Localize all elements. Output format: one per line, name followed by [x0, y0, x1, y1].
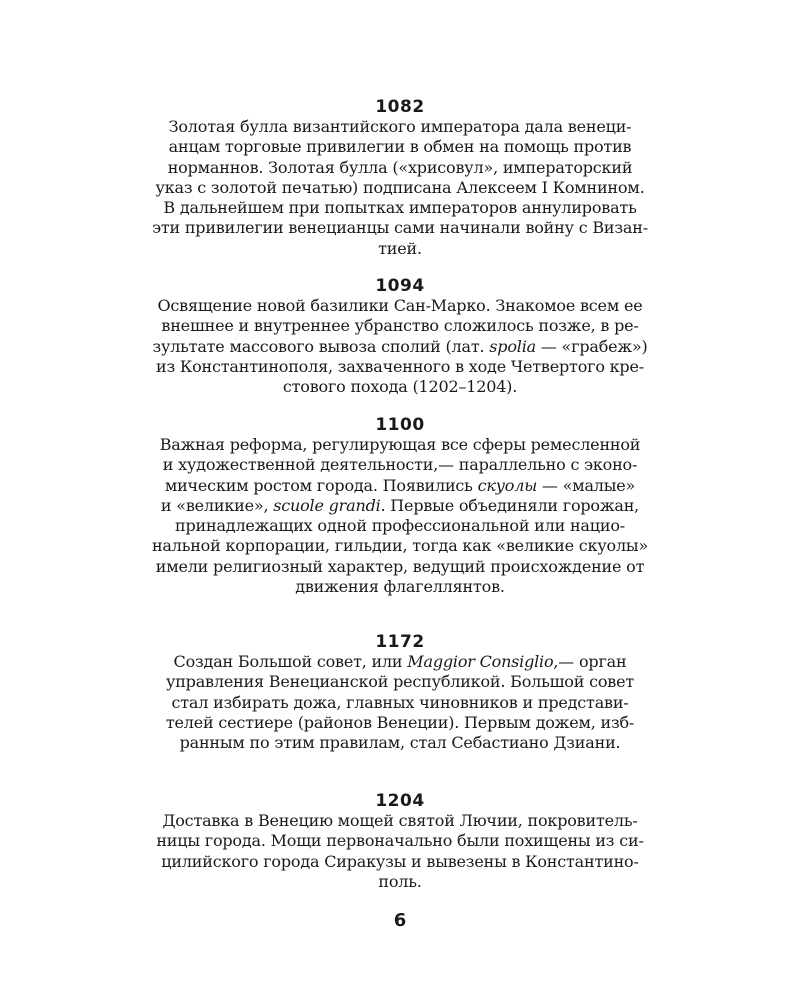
text-line: внешнее и внутреннее убранство сложилось позже, в ре- [161, 316, 639, 336]
text-line [132, 496, 668, 516]
text-line: тией. [378, 238, 422, 258]
latin-term: scuole grandi [273, 495, 381, 515]
text-line [132, 652, 668, 672]
text-line: ницы города. Мощи первоначально были похищены из си- [156, 831, 644, 851]
entry-text [132, 811, 668, 892]
text-line: стал избирать дожа, главных чиновников и представи- [171, 692, 629, 712]
text-line: цилийского города Сиракузы и вывезены в Константино- [161, 851, 639, 871]
timeline-entry-1172 [132, 632, 668, 753]
text-line: В дальнейшем при попытках императоров аннулировать [163, 198, 637, 218]
text-run: — «малые» [537, 475, 636, 495]
entry-text [132, 435, 668, 597]
text-run: мическим ростом города. Появились [164, 475, 478, 495]
text-line: Доставка в Венецию мощей святой Лючии, покровитель- [162, 811, 638, 830]
text-line [132, 476, 668, 496]
timeline-entry-1082 [132, 97, 668, 259]
text-line: нальной корпорации, гильдии, тогда как «великие скуолы» [151, 536, 649, 556]
text-line: телей сестиере (районов Венеции). Первым дожем, изб- [165, 712, 635, 732]
entry-year: 1204 [375, 791, 425, 811]
latin-term: spolia [489, 336, 536, 356]
text-run: и «великие», [160, 495, 274, 515]
timeline-entry-1204 [132, 791, 668, 892]
text-line: ранным по этим правилам, стал Себастиано Дзиани. [179, 733, 621, 753]
text-run: — «грабеж») [535, 336, 648, 356]
text-line: Освящение новой базилики Сан-Марко. Знакомое всем ее [157, 296, 643, 315]
latin-term: Maggior Consiglio [407, 652, 554, 671]
text-line [132, 337, 668, 357]
text-line: указ с золотой печатью) подписана Алексеем I Комнином. [155, 177, 645, 197]
text-line: принадлежащих одной профессиональной или нацио- [175, 516, 625, 536]
text-line: управления Венецианской республикой. Большой совет [166, 672, 634, 692]
text-line: стового похода (1202–1204). [282, 377, 518, 397]
page-number: 6 [393, 910, 407, 931]
text-run: ,— орган [553, 652, 627, 671]
text-line: эти привилегии венецианцы сами начинали войну с Визан- [152, 218, 648, 238]
entry-year: 1100 [375, 415, 425, 435]
text-line: Золотая булла византийского императора дала венеци- [168, 117, 632, 136]
italic-term: скуолы [477, 475, 538, 495]
text-line: и художественной деятельности,— параллельно с эконо- [162, 455, 638, 475]
text-line: движения флагеллянтов. [295, 577, 505, 597]
text-line: из Константинополя, захваченного в ходе Четвертого кре- [156, 356, 644, 376]
text-line: имели религиозный характер, ведущий происхождение от [155, 556, 645, 576]
text-run: Создан Большой совет, или [173, 652, 408, 671]
entry-year: 1172 [375, 632, 425, 652]
entry-text [132, 296, 668, 397]
entry-year: 1094 [375, 276, 425, 296]
timeline-entry-1100 [132, 415, 668, 597]
text-line: анцам торговые привилегии в обмен на помощь против [168, 137, 632, 157]
timeline-entry-1094 [132, 276, 668, 397]
text-run: зультате массового вывоза сполий (лат. [152, 336, 490, 356]
entry-text [132, 652, 668, 753]
entry-text [132, 117, 668, 259]
text-line: Важная реформа, регулирующая все сферы ремесленной [159, 435, 641, 454]
entry-year: 1082 [375, 97, 425, 117]
text-line: норманнов. Золотая булла («хрисовул», императорский [167, 157, 633, 177]
text-run: . Первые объединяли горожан, [380, 495, 640, 515]
text-line: поль. [378, 871, 422, 891]
